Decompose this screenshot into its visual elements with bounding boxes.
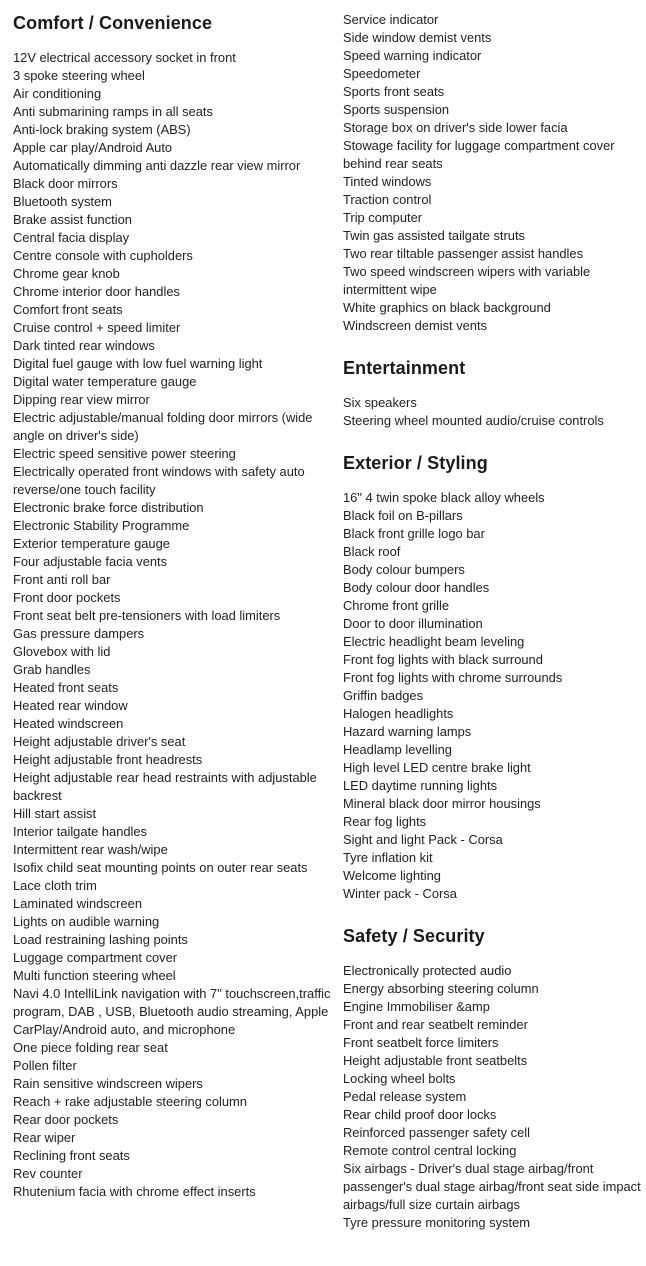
feature-item: One piece folding rear seat — [13, 1040, 168, 1055]
feature-item: White graphics on black background — [343, 300, 551, 315]
exterior-styling-list — [343, 489, 643, 903]
feature-item: Front and rear seatbelt reminder — [343, 1017, 528, 1032]
feature-item: Rev counter — [13, 1166, 83, 1181]
feature-item: Centre console with cupholders — [13, 248, 193, 263]
feature-item: High level LED centre brake light — [343, 760, 531, 775]
feature-item: Heated front seats — [13, 680, 119, 695]
feature-item: Electronic brake force distribution — [13, 500, 204, 515]
feature-item: Service indicator — [343, 12, 439, 27]
feature-item: Anti submarining ramps in all seats — [13, 104, 213, 119]
feature-item: Comfort front seats — [13, 302, 123, 317]
feature-item: Dipping rear view mirror — [13, 392, 150, 407]
feature-item: 16" 4 twin spoke black alloy wheels — [343, 490, 545, 505]
comfort-convenience-heading: Comfort / Convenience — [13, 13, 213, 33]
feature-item: Height adjustable front headrests — [13, 752, 203, 767]
feature-item: Heated rear window — [13, 698, 128, 713]
feature-item: 3 spoke steering wheel — [13, 68, 145, 83]
feature-item: Tyre pressure monitoring system — [343, 1215, 530, 1230]
feature-item: Chrome interior door handles — [13, 284, 180, 299]
feature-item: Heated windscreen — [13, 716, 124, 731]
feature-item: Height adjustable rear head restraints with adjustable backrest — [13, 770, 317, 803]
feature-item: Electric headlight beam leveling — [343, 634, 525, 649]
feature-item: Pedal release system — [343, 1089, 467, 1104]
feature-item: Pollen filter — [13, 1058, 77, 1073]
feature-item: Body colour door handles — [343, 580, 490, 595]
feature-item: Electric adjustable/manual folding door mirrors (wide angle on driver's side) — [13, 410, 313, 443]
feature-item: Energy absorbing steering column — [343, 981, 539, 996]
feature-item: Intermittent rear wash/wipe — [13, 842, 168, 857]
comfort-list-continued — [343, 11, 643, 335]
feature-item: Winter pack - Corsa — [343, 886, 457, 901]
feature-item: LED daytime running lights — [343, 778, 498, 793]
entertainment-section — [343, 356, 643, 430]
feature-item: Front fog lights with chrome surrounds — [343, 670, 563, 685]
feature-item: Luggage compartment cover — [13, 950, 178, 965]
feature-item: Body colour bumpers — [343, 562, 465, 577]
feature-item: Electric speed sensitive power steering — [13, 446, 236, 461]
feature-item: Storage box on driver's side lower facia — [343, 120, 568, 135]
feature-item: Tinted windows — [343, 174, 432, 189]
feature-item: Reach + rake adjustable steering column — [13, 1094, 247, 1109]
feature-item: Sight and light Pack - Corsa — [343, 832, 503, 847]
feature-item: Rear fog lights — [343, 814, 427, 829]
feature-item: Two speed windscreen wipers with variable intermittent wipe — [343, 264, 591, 297]
feature-item: Electronic Stability Programme — [13, 518, 190, 533]
feature-item: Two rear tiltable passenger assist handles — [343, 246, 584, 261]
feature-item: Mineral black door mirror housings — [343, 796, 541, 811]
feature-item: Rain sensitive windscreen wipers — [13, 1076, 203, 1091]
feature-item: Cruise control + speed limiter — [13, 320, 181, 335]
feature-item: Air conditioning — [13, 86, 102, 101]
feature-item: Lace cloth trim — [13, 878, 97, 893]
right-column — [343, 0, 643, 1232]
feature-item: Twin gas assisted tailgate struts — [343, 228, 525, 243]
feature-item: Trip computer — [343, 210, 423, 225]
feature-item: Sports front seats — [343, 84, 445, 99]
feature-item: Locking wheel bolts — [343, 1071, 456, 1086]
entertainment-list — [343, 394, 643, 430]
feature-item: Lights on audible warning — [13, 914, 160, 929]
feature-item: Reclining front seats — [13, 1148, 130, 1163]
feature-item: Four adjustable facia vents — [13, 554, 168, 569]
feature-item: Navi 4.0 IntelliLink navigation with 7" touchscreen,traffic program, DAB , USB, Bluetooth audio streaming, Apple CarPlay/Android auto, and microphone — [13, 986, 331, 1037]
exterior-styling-heading: Exterior / Styling — [343, 453, 488, 473]
feature-item: Speedometer — [343, 66, 421, 81]
feature-item: Griffin badges — [343, 688, 424, 703]
feature-item: Black front grille logo bar — [343, 526, 485, 541]
feature-item: Height adjustable driver's seat — [13, 734, 186, 749]
feature-item: Gas pressure dampers — [13, 626, 145, 641]
safety-security-section — [343, 924, 643, 1232]
feature-item: Rhutenium facia with chrome effect inserts — [13, 1184, 256, 1199]
feature-item: Electrically operated front windows with safety auto reverse/one touch facility — [13, 464, 305, 497]
feature-item: Automatically dimming anti dazzle rear view mirror — [13, 158, 301, 173]
feature-item: Traction control — [343, 192, 432, 207]
feature-item: Dark tinted rear windows — [13, 338, 155, 353]
feature-item: Chrome gear knob — [13, 266, 120, 281]
feature-item: Digital fuel gauge with low fuel warning light — [13, 356, 263, 371]
feature-item: Front door pockets — [13, 590, 121, 605]
feature-item: Front anti roll bar — [13, 572, 111, 587]
feature-item: Hazard warning lamps — [343, 724, 472, 739]
feature-item: Multi function steering wheel — [13, 968, 176, 983]
feature-item: Front seat belt pre-tensioners with load limiters — [13, 608, 281, 623]
feature-item: Load restraining lashing points — [13, 932, 188, 947]
feature-item: Black door mirrors — [13, 176, 118, 191]
entertainment-heading: Entertainment — [343, 358, 466, 378]
feature-item: Exterior temperature gauge — [13, 536, 170, 551]
feature-item: Stowage facility for luggage compartment cover behind rear seats — [343, 138, 615, 171]
feature-item: Laminated windscreen — [13, 896, 142, 911]
feature-item: Sports suspension — [343, 102, 450, 117]
feature-item: Black foil on B-pillars — [343, 508, 463, 523]
feature-item: Apple car play/Android Auto — [13, 140, 173, 155]
feature-item: Steering wheel mounted audio/cruise controls — [343, 413, 604, 428]
feature-item: Rear child proof door locks — [343, 1107, 497, 1122]
left-column — [13, 0, 331, 1201]
exterior-styling-section — [343, 451, 643, 903]
feature-item: Engine Immobiliser &amp — [343, 999, 490, 1014]
feature-item: Digital water temperature gauge — [13, 374, 197, 389]
feature-item: Six speakers — [343, 395, 417, 410]
feature-item: Rear door pockets — [13, 1112, 119, 1127]
feature-item: Black roof — [343, 544, 401, 559]
feature-item: Windscreen demist vents — [343, 318, 487, 333]
feature-item: Chrome front grille — [343, 598, 450, 613]
feature-item: Welcome lighting — [343, 868, 441, 883]
feature-item: Brake assist function — [13, 212, 132, 227]
feature-item: Halogen headlights — [343, 706, 454, 721]
feature-item: Glovebox with lid — [13, 644, 111, 659]
safety-security-list — [343, 962, 643, 1232]
feature-item: Door to door illumination — [343, 616, 483, 631]
feature-item: 12V electrical accessory socket in front — [13, 50, 236, 65]
feature-item: Remote control central locking — [343, 1143, 517, 1158]
feature-item: Reinforced passenger safety cell — [343, 1125, 531, 1140]
feature-item: Rear wiper — [13, 1130, 76, 1145]
feature-item: Speed warning indicator — [343, 48, 482, 63]
feature-item: Front seatbelt force limiters — [343, 1035, 499, 1050]
feature-item: Electronically protected audio — [343, 963, 512, 978]
feature-item: Bluetooth system — [13, 194, 112, 209]
feature-item: Hill start assist — [13, 806, 97, 821]
feature-item: Height adjustable front seatbelts — [343, 1053, 528, 1068]
feature-item: Interior tailgate handles — [13, 824, 148, 839]
feature-item: Tyre inflation kit — [343, 850, 433, 865]
feature-item: Central facia display — [13, 230, 130, 245]
feature-item: Six airbags - Driver's dual stage airbag/front passenger's dual stage airbag/front seat side impact airbags/full size curtain airbags — [343, 1161, 641, 1212]
feature-item: Isofix child seat mounting points on outer rear seats — [13, 860, 308, 875]
feature-item: Side window demist vents — [343, 30, 492, 45]
safety-security-heading: Safety / Security — [343, 926, 485, 946]
feature-item: Anti-lock braking system (ABS) — [13, 122, 191, 137]
feature-item: Headlamp levelling — [343, 742, 452, 757]
feature-item: Grab handles — [13, 662, 91, 677]
comfort-list — [13, 49, 331, 1201]
feature-item: Front fog lights with black surround — [343, 652, 543, 667]
